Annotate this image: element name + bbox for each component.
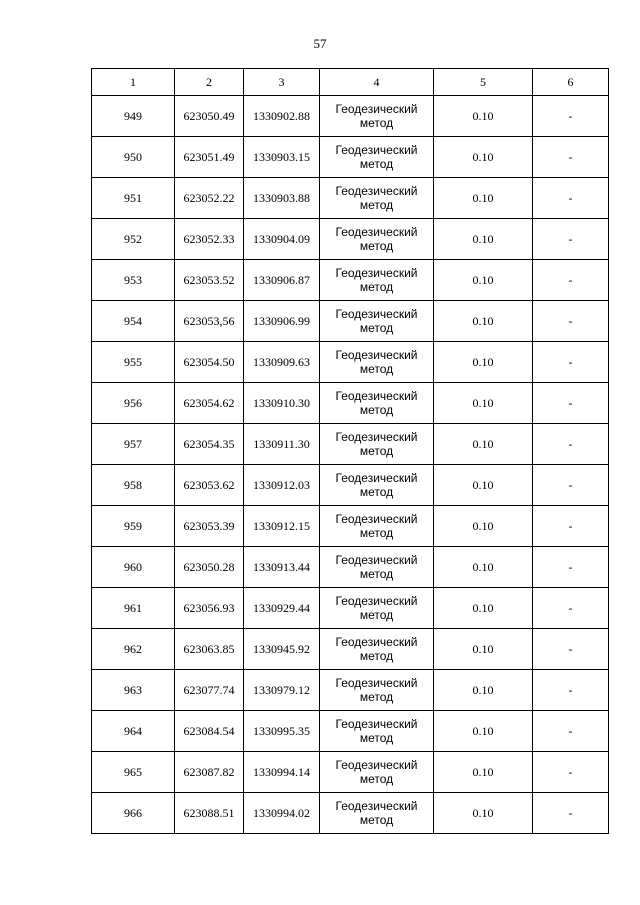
method-line-1: Геодезический	[335, 225, 418, 239]
method-cell	[320, 711, 434, 752]
method-cell	[320, 96, 434, 137]
x-coordinate-cell: 623056.93	[175, 588, 244, 629]
table-header-row	[92, 69, 609, 96]
method-cell	[320, 793, 434, 834]
method-line-1: Геодезический	[335, 307, 418, 321]
x-coordinate-cell: 623054.35	[175, 424, 244, 465]
method-line-2: метод	[359, 690, 394, 704]
method-cell	[320, 547, 434, 588]
note-cell: -	[533, 137, 609, 178]
method-cell	[320, 629, 434, 670]
method-line-1: Геодезический	[335, 430, 418, 444]
accuracy-cell: 0.10	[434, 506, 533, 547]
method-line-2: метод	[359, 280, 394, 294]
point-number-cell: 955	[92, 342, 175, 383]
accuracy-cell: 0.10	[434, 670, 533, 711]
note-cell: -	[533, 547, 609, 588]
method-cell	[320, 219, 434, 260]
note-cell: -	[533, 752, 609, 793]
point-number-cell: 960	[92, 547, 175, 588]
column-header-4: 4	[320, 69, 434, 96]
point-number-cell: 952	[92, 219, 175, 260]
point-number-cell: 958	[92, 465, 175, 506]
y-coordinate-cell: 1330945.92	[244, 629, 320, 670]
method-line-2: метод	[359, 362, 394, 376]
point-number-cell: 959	[92, 506, 175, 547]
note-cell: -	[533, 424, 609, 465]
point-number-cell: 962	[92, 629, 175, 670]
method-line-1: Геодезический	[335, 553, 418, 567]
x-coordinate-cell: 623050.49	[175, 96, 244, 137]
point-number-cell: 966	[92, 793, 175, 834]
note-cell: -	[533, 629, 609, 670]
method-line-2: метод	[359, 649, 394, 663]
y-coordinate-cell: 1330979.12	[244, 670, 320, 711]
method-cell	[320, 670, 434, 711]
point-number-cell: 956	[92, 383, 175, 424]
method-cell	[320, 342, 434, 383]
method-cell	[320, 424, 434, 465]
x-coordinate-cell: 623052.33	[175, 219, 244, 260]
method-line-2: метод	[359, 403, 394, 417]
y-coordinate-cell: 1330903.15	[244, 137, 320, 178]
method-line-2: метод	[359, 485, 394, 499]
table-row	[92, 178, 609, 219]
x-coordinate-cell: 623077.74	[175, 670, 244, 711]
note-cell: -	[533, 178, 609, 219]
accuracy-cell: 0.10	[434, 383, 533, 424]
accuracy-cell: 0.10	[434, 752, 533, 793]
method-line-1: Геодезический	[335, 143, 418, 157]
accuracy-cell: 0.10	[434, 629, 533, 670]
note-cell: -	[533, 465, 609, 506]
method-cell	[320, 178, 434, 219]
y-coordinate-cell: 1330913.44	[244, 547, 320, 588]
page-number: 57	[313, 36, 327, 51]
table-row	[92, 342, 609, 383]
method-line-1: Геодезический	[335, 266, 418, 280]
table-row	[92, 629, 609, 670]
table-row	[92, 670, 609, 711]
y-coordinate-cell: 1330911.30	[244, 424, 320, 465]
note-cell: -	[533, 506, 609, 547]
method-cell	[320, 383, 434, 424]
accuracy-cell: 0.10	[434, 301, 533, 342]
point-number-cell: 965	[92, 752, 175, 793]
x-coordinate-cell: 623054.62	[175, 383, 244, 424]
point-number-cell: 951	[92, 178, 175, 219]
method-line-2: метод	[359, 198, 394, 212]
x-coordinate-cell: 623054.50	[175, 342, 244, 383]
method-line-1: Геодезический	[335, 758, 418, 772]
x-coordinate-cell: 623088.51	[175, 793, 244, 834]
y-coordinate-cell: 1330929.44	[244, 588, 320, 629]
table-row	[92, 96, 609, 137]
note-cell: -	[533, 342, 609, 383]
note-cell: -	[533, 219, 609, 260]
y-coordinate-cell: 1330995.35	[244, 711, 320, 752]
table-row	[92, 465, 609, 506]
method-line-2: метод	[359, 813, 394, 827]
x-coordinate-cell: 623063.85	[175, 629, 244, 670]
y-coordinate-cell: 1330912.15	[244, 506, 320, 547]
x-coordinate-cell: 623050.28	[175, 547, 244, 588]
x-coordinate-cell: 623051.49	[175, 137, 244, 178]
table-row	[92, 383, 609, 424]
method-line-2: метод	[359, 526, 394, 540]
table-row	[92, 711, 609, 752]
x-coordinate-cell: 623084.54	[175, 711, 244, 752]
method-line-2: метод	[359, 157, 394, 171]
note-cell: -	[533, 588, 609, 629]
table-row	[92, 547, 609, 588]
y-coordinate-cell: 1330904.09	[244, 219, 320, 260]
method-line-1: Геодезический	[335, 184, 418, 198]
table-row	[92, 301, 609, 342]
column-header-2: 2	[175, 69, 244, 96]
accuracy-cell: 0.10	[434, 178, 533, 219]
table-row	[92, 219, 609, 260]
accuracy-cell: 0.10	[434, 219, 533, 260]
table-row	[92, 424, 609, 465]
y-coordinate-cell: 1330912.03	[244, 465, 320, 506]
point-number-cell: 961	[92, 588, 175, 629]
method-line-1: Геодезический	[335, 512, 418, 526]
x-coordinate-cell: 623052.22	[175, 178, 244, 219]
method-line-1: Геодезический	[335, 348, 418, 362]
x-coordinate-cell: 623053,56	[175, 301, 244, 342]
note-cell: -	[533, 301, 609, 342]
method-line-2: метод	[359, 239, 394, 253]
method-cell	[320, 588, 434, 629]
method-line-1: Геодезический	[335, 717, 418, 731]
table-row	[92, 137, 609, 178]
method-line-1: Геодезический	[335, 799, 418, 813]
column-header-5: 5	[434, 69, 533, 96]
table-row	[92, 260, 609, 301]
method-line-2: метод	[359, 772, 394, 786]
accuracy-cell: 0.10	[434, 793, 533, 834]
note-cell: -	[533, 711, 609, 752]
method-cell	[320, 260, 434, 301]
point-number-cell: 950	[92, 137, 175, 178]
coordinates-table	[91, 68, 609, 834]
method-line-2: метод	[359, 608, 394, 622]
point-number-cell: 949	[92, 96, 175, 137]
note-cell: -	[533, 383, 609, 424]
method-line-2: метод	[359, 731, 394, 745]
point-number-cell: 964	[92, 711, 175, 752]
y-coordinate-cell: 1330910.30	[244, 383, 320, 424]
point-number-cell: 953	[92, 260, 175, 301]
note-cell: -	[533, 96, 609, 137]
x-coordinate-cell: 623087.82	[175, 752, 244, 793]
column-header-6: 6	[533, 69, 609, 96]
y-coordinate-cell: 1330994.02	[244, 793, 320, 834]
column-header-3: 3	[244, 69, 320, 96]
x-coordinate-cell: 623053.52	[175, 260, 244, 301]
method-cell	[320, 137, 434, 178]
table-body	[92, 96, 609, 834]
y-coordinate-cell: 1330906.87	[244, 260, 320, 301]
point-number-cell: 954	[92, 301, 175, 342]
method-cell	[320, 301, 434, 342]
method-line-2: метод	[359, 321, 394, 335]
x-coordinate-cell: 623053.62	[175, 465, 244, 506]
accuracy-cell: 0.10	[434, 711, 533, 752]
accuracy-cell: 0.10	[434, 342, 533, 383]
accuracy-cell: 0.10	[434, 260, 533, 301]
accuracy-cell: 0.10	[434, 547, 533, 588]
point-number-cell: 963	[92, 670, 175, 711]
method-line-1: Геодезический	[335, 594, 418, 608]
point-number-cell: 957	[92, 424, 175, 465]
method-cell	[320, 752, 434, 793]
method-line-1: Геодезический	[335, 389, 418, 403]
accuracy-cell: 0.10	[434, 465, 533, 506]
table-row	[92, 588, 609, 629]
method-line-1: Геодезический	[335, 471, 418, 485]
accuracy-cell: 0.10	[434, 137, 533, 178]
table-row	[92, 793, 609, 834]
method-line-2: метод	[359, 116, 394, 130]
y-coordinate-cell: 1330906.99	[244, 301, 320, 342]
method-cell	[320, 506, 434, 547]
method-line-2: метод	[359, 444, 394, 458]
accuracy-cell: 0.10	[434, 588, 533, 629]
method-line-2: метод	[359, 567, 394, 581]
method-cell	[320, 465, 434, 506]
table-row	[92, 752, 609, 793]
accuracy-cell: 0.10	[434, 424, 533, 465]
y-coordinate-cell: 1330994.14	[244, 752, 320, 793]
note-cell: -	[533, 670, 609, 711]
note-cell: -	[533, 793, 609, 834]
x-coordinate-cell: 623053.39	[175, 506, 244, 547]
method-line-1: Геодезический	[335, 102, 418, 116]
y-coordinate-cell: 1330903.88	[244, 178, 320, 219]
y-coordinate-cell: 1330902.88	[244, 96, 320, 137]
method-line-1: Геодезический	[335, 635, 418, 649]
y-coordinate-cell: 1330909.63	[244, 342, 320, 383]
note-cell: -	[533, 260, 609, 301]
accuracy-cell: 0.10	[434, 96, 533, 137]
method-line-1: Геодезический	[335, 676, 418, 690]
column-header-1: 1	[92, 69, 175, 96]
table-row	[92, 506, 609, 547]
